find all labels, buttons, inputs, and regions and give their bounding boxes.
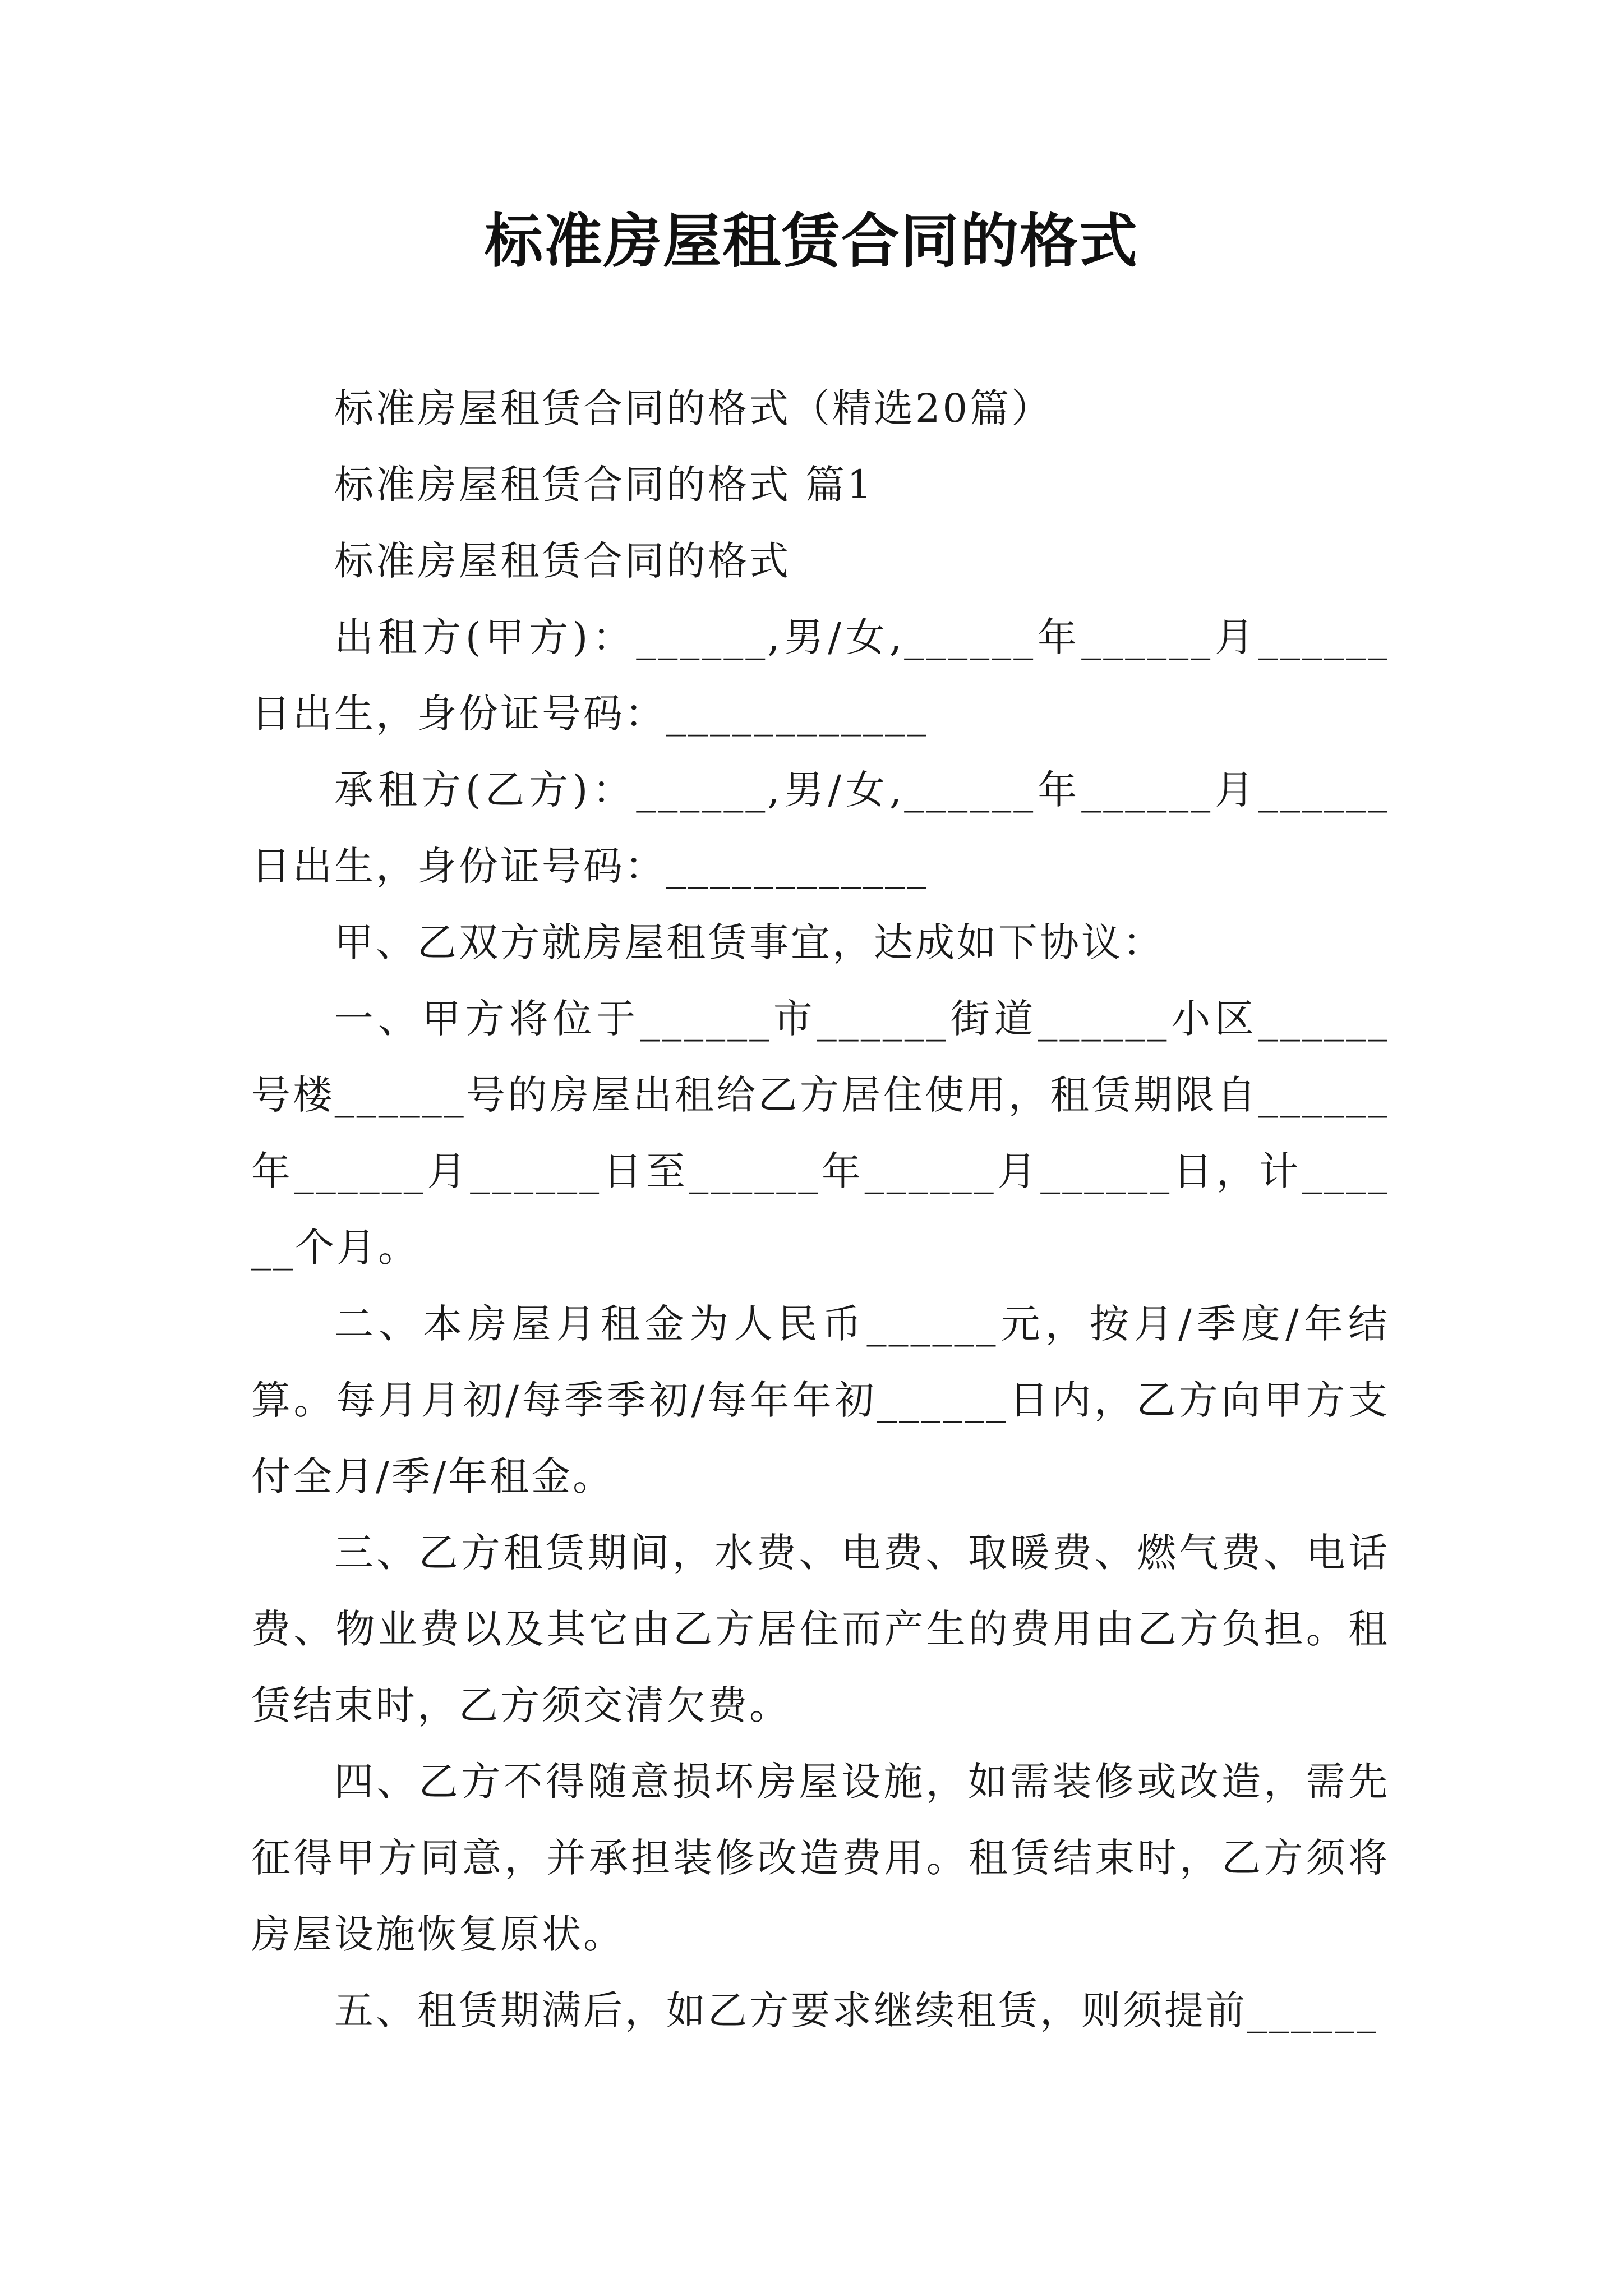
paragraph-agreement-intro: 甲、乙双方就房屋租赁事宜，达成如下协议： — [334, 919, 1164, 965]
paragraph-part-heading: 标准房屋租赁合同的格式 篇1 — [334, 462, 874, 508]
paragraph-clause-3: 三、乙方租赁期间，水费、电费、取暖费、燃气费、电话费、物业费以及其它由乙方居住而产生的费用由乙方负担。租赁结束时，乙方须交清欠费。 — [251, 1530, 1390, 1728]
paragraph-clause-2: 二、本房屋月租金为人民币______元，按月/季度/年结算。每月月初/每季季初/每年年初______日内，乙方向甲方支付全月/季/年租金。 — [251, 1301, 1390, 1499]
paragraph-subtitle: 标准房屋租赁合同的格式（精选20篇） — [334, 385, 1053, 431]
paragraph-lessor: 出租方(甲方)：______,男/女,______年______月______日出生，身份证号码：____________ — [251, 614, 1390, 737]
paragraph-clause-5: 五、租赁期满后，如乙方要求继续租赁，则须提前______ — [334, 1987, 1378, 2033]
paragraph-clause-1: 一、甲方将位于______市______街道______小区______号楼______号的房屋出租给乙方居住使用，租赁期限自______年______月______日至______年______月______日，计______个月。 — [251, 996, 1390, 1271]
document-body — [251, 370, 1390, 2049]
paragraph-clause-4: 四、乙方不得随意损坏房屋设施，如需装修或改造，需先征得甲方同意，并承担装修改造费用。租赁结束时，乙方须将房屋设施恢复原状。 — [251, 1759, 1390, 1957]
document-title: 标准房屋租赁合同的格式 — [484, 206, 1138, 275]
paragraph-lessee: 承租方(乙方)：______,男/女,______年______月______日出生，身份证号码：____________ — [251, 767, 1390, 889]
paragraph-contract-heading: 标准房屋租赁合同的格式 — [334, 538, 791, 584]
